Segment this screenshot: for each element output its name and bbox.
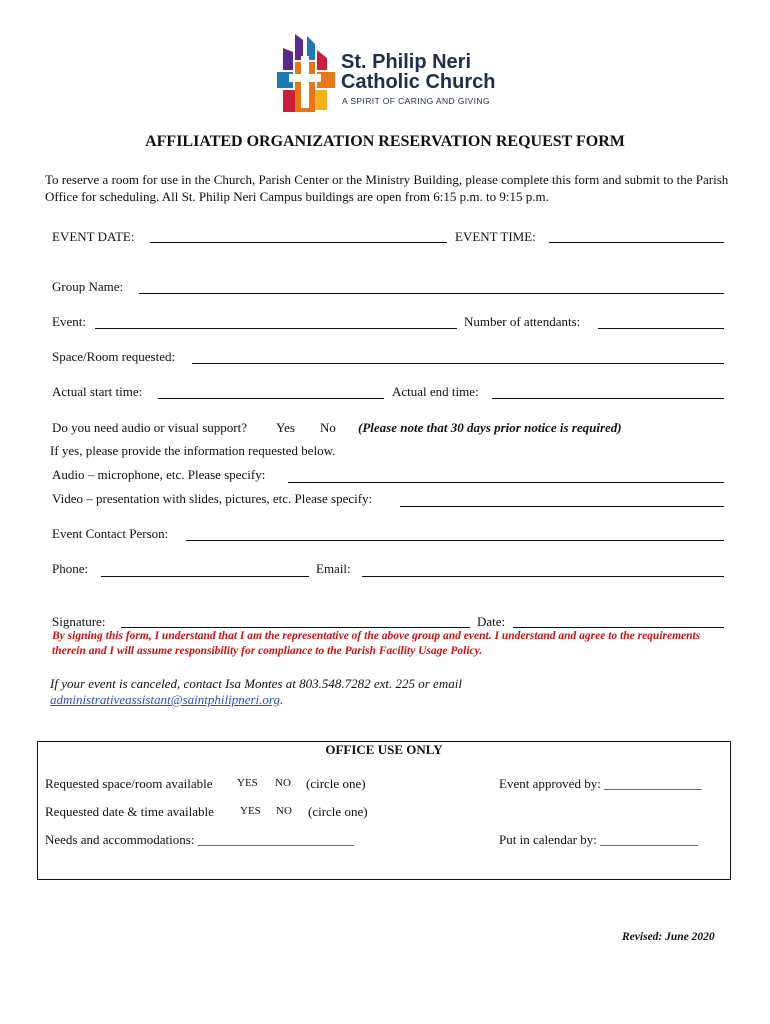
- email-label: Email:: [316, 561, 351, 576]
- cancel-note-period: .: [279, 692, 284, 707]
- av-notice: (Please note that 30 days prior notice is required): [358, 420, 622, 435]
- space-room-label: Space/Room requested:: [52, 349, 176, 364]
- event-date-field[interactable]: [150, 242, 447, 243]
- contact-person-field[interactable]: [186, 540, 724, 541]
- office-heading: OFFICE USE ONLY: [325, 742, 443, 757]
- form-intro: To reserve a room for use in the Church, Parish Center or the Ministry Building, please complete this form and submit to the Parish Office for scheduling. All St. Philip Neri Campus buildings are open from 6:15 p.m. to 9:15 p.m.: [45, 172, 729, 204]
- form-title: AFFILIATED ORGANIZATION RESERVATION REQUEST FORM: [145, 133, 625, 150]
- contact-person-label: Event Contact Person:: [52, 526, 169, 541]
- cancel-note: [50, 676, 740, 708]
- audio-field[interactable]: [288, 482, 724, 483]
- end-time-field[interactable]: [492, 398, 724, 399]
- attendants-field[interactable]: [598, 328, 724, 329]
- logo-name-line2: Catholic Church: [341, 71, 496, 93]
- room-available-label: Requested space/room available: [45, 776, 213, 791]
- sign-date-field[interactable]: [513, 627, 724, 628]
- signature-label: Signature:: [52, 614, 106, 629]
- audio-label: Audio – microphone, etc. Please specify:: [52, 467, 266, 482]
- event-time-label: EVENT TIME:: [455, 229, 536, 244]
- logo-name-line1: St. Philip Neri: [341, 51, 472, 73]
- church-logo: [275, 30, 505, 118]
- group-name-field[interactable]: [139, 293, 724, 294]
- av-yes-option[interactable]: Yes: [276, 420, 295, 435]
- approved-by-field[interactable]: Event approved by: _______________: [499, 776, 702, 791]
- email-field[interactable]: [362, 576, 724, 577]
- church-logo-icon: [275, 30, 337, 118]
- needs-accommodations-field[interactable]: Needs and accommodations: ________________________: [45, 832, 354, 847]
- sign-date-label: Date:: [477, 614, 506, 629]
- video-field[interactable]: [400, 506, 724, 507]
- start-time-label: Actual start time:: [52, 384, 143, 399]
- event-field[interactable]: [95, 328, 457, 329]
- logo-tagline: A SPIRIT OF CARING AND GIVING: [342, 96, 490, 106]
- calendar-by-field[interactable]: Put in calendar by: _______________: [499, 832, 698, 847]
- space-room-field[interactable]: [192, 363, 724, 364]
- if-yes-text: If yes, please provide the information requested below.: [50, 443, 336, 458]
- phone-field[interactable]: [101, 576, 309, 577]
- room-available-no[interactable]: NO: [275, 777, 291, 789]
- end-time-label: Actual end time:: [392, 384, 479, 399]
- cancel-note-text: If your event is canceled, contact Isa Montes at 803.548.7282 ext. 225 or email: [50, 676, 462, 691]
- phone-label: Phone:: [52, 561, 89, 576]
- video-label: Video – presentation with slides, pictures, etc. Please specify:: [52, 491, 373, 506]
- date-available-yes[interactable]: YES: [240, 805, 261, 817]
- room-available-circle: (circle one): [306, 776, 366, 791]
- group-name-label: Group Name:: [52, 279, 124, 294]
- av-question: Do you need audio or visual support?: [52, 420, 247, 435]
- date-available-circle: (circle one): [308, 804, 368, 819]
- office-use-box: [37, 741, 731, 880]
- event-label: Event:: [52, 314, 86, 329]
- cancel-email-link[interactable]: administrativeassistant@saintphilipneri.org: [50, 692, 280, 707]
- revised-date: Revised: June 2020: [622, 931, 715, 943]
- date-available-label: Requested date & time available: [45, 804, 214, 819]
- agreement-text: By signing this form, I understand that I am the representative of the above group and event. I understand and agree to the requirements therein and I will assume responsibility for compliance to the Parish Facility Usage Policy.: [52, 630, 701, 657]
- av-no-option[interactable]: No: [320, 420, 336, 435]
- signature-field[interactable]: [121, 627, 470, 628]
- room-available-yes[interactable]: YES: [237, 777, 258, 789]
- attendants-label: Number of attendants:: [464, 314, 581, 329]
- event-date-label: EVENT DATE:: [52, 229, 135, 244]
- date-available-no[interactable]: NO: [276, 805, 292, 817]
- start-time-field[interactable]: [158, 398, 384, 399]
- event-time-field[interactable]: [549, 242, 724, 243]
